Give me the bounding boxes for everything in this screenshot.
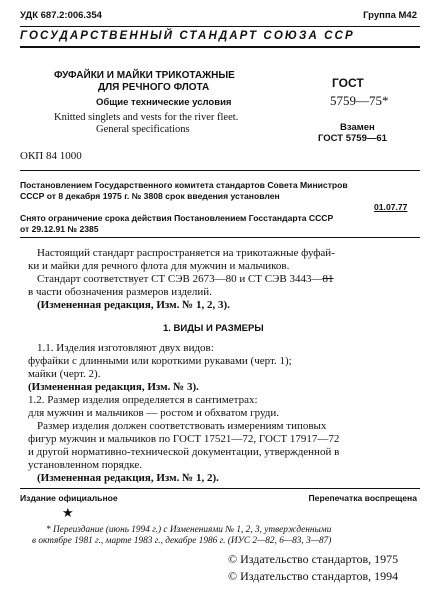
okp-code: ОКП 84 1000 <box>20 150 82 162</box>
clause-1-2-line-b1: Размер изделия должен соответствовать измерениям типовых <box>37 420 327 432</box>
english-title-line-1: Knitted singlets and vests for the river fleet. <box>54 112 239 123</box>
intro-paragraph-line-1: Настоящий стандарт распространяется на трикотажные фуфай- <box>37 247 335 259</box>
clause-1-2-line-b2: фигур мужчин и мальчиков по ГОСТ 17521—72, ГОСТ 17917—72 <box>28 433 340 445</box>
decree-rule <box>20 237 420 238</box>
clause-1-1-item-a: фуфайки с длинными или короткими рукавами (черт. 1); <box>28 355 292 367</box>
clause-1-1-item-b: майки (черт. 2). <box>28 368 101 380</box>
sev-compliance-line-1 <box>37 273 333 285</box>
edit-note-1: (Измененная редакция, Изм. № 1, 2, 3). <box>37 299 230 311</box>
footer-rule <box>20 488 420 489</box>
decree-line-3: Снято ограничение срока действия Постановлением Госстандарта СССР <box>20 213 334 223</box>
title-subtitle: Общие технические условия <box>96 97 232 108</box>
decree-line-4: от 29.12.91 № 2385 <box>20 224 99 234</box>
sev-compliance-struck: 81 <box>322 273 334 285</box>
clause-1-2-line-b3: и другой нормативно-технической документации, утвержденной в <box>28 446 340 458</box>
clause-1-2-line-b4: установленном порядке. <box>28 459 143 471</box>
udk-code: УДК 687.2:006.354 <box>20 10 102 21</box>
title-line-2: ДЛЯ РЕЧНОГО ФЛОТА <box>98 82 210 93</box>
copyright-1975: © Издательство стандартов, 1975 <box>228 552 399 566</box>
english-title-line-2: General specifications <box>96 124 190 135</box>
edit-note-2: (Измененная редакция, Изм. № 3). <box>28 381 199 393</box>
replaces-label: Взамен <box>340 122 375 133</box>
copyright-1994: © Издательство стандартов, 1994 <box>228 569 399 583</box>
okp-rule <box>20 170 420 171</box>
decree-line-2: СССР от 8 декабря 1975 г. № 3808 срок введения установлен <box>20 191 280 201</box>
edit-note-3: (Измененная редакция, Изм. № 1, 2). <box>37 472 219 484</box>
reprint-ban-label: Перепечатка воспрещена <box>308 493 417 503</box>
decree-line-1: Постановлением Государственного комитета стандартов Совета Министров <box>20 180 348 190</box>
gost-number: 5759—75* <box>330 93 389 108</box>
sev-compliance-line-2: в части обозначения размеров изделий. <box>28 286 212 298</box>
sev-compliance-text: Стандарт соответствует СТ СЭВ 2673—80 и СТ СЭВ 3443— <box>37 273 323 285</box>
official-edition-label: Издание официальное <box>20 493 118 503</box>
reprint-note-line-2: в октябре 1981 г., марте 1983 г., декабре 1986 г. (ИУС 2—82, 6—83, 3—87) <box>32 536 332 546</box>
header-rule-bottom <box>20 46 420 48</box>
gost-label: ГОСТ <box>332 76 364 90</box>
clause-1-1: 1.1. Изделия изготовляют двух видов: <box>37 342 214 354</box>
replaces-number: ГОСТ 5759—61 <box>318 133 387 144</box>
header-rule-top <box>20 26 420 27</box>
clause-1-2: 1.2. Размер изделия определяется в сантиметрах: <box>28 394 258 406</box>
star-icon: ★ <box>62 505 74 520</box>
reprint-note-line-1: * Переиздание (июнь 1994 г.) с Изменениями № 1, 2, 3, утвержденными <box>46 525 332 535</box>
standard-banner: ГОСУДАРСТВЕННЫЙ СТАНДАРТ СОЮЗА ССР <box>20 30 355 42</box>
section-title: 1. ВИДЫ И РАЗМЕРЫ <box>163 323 264 334</box>
intro-paragraph-line-2: ки и майки для речного флота для мужчин и мальчиков. <box>28 260 290 272</box>
clause-1-2-line-a: для мужчин и мальчиков — ростом и обхватом груди. <box>28 407 280 419</box>
group-code: Группа М42 <box>363 10 417 21</box>
decree-effective-date: 01.07.77 <box>374 202 408 212</box>
title-line-1: ФУФАЙКИ И МАЙКИ ТРИКОТАЖНЫЕ <box>54 70 235 81</box>
